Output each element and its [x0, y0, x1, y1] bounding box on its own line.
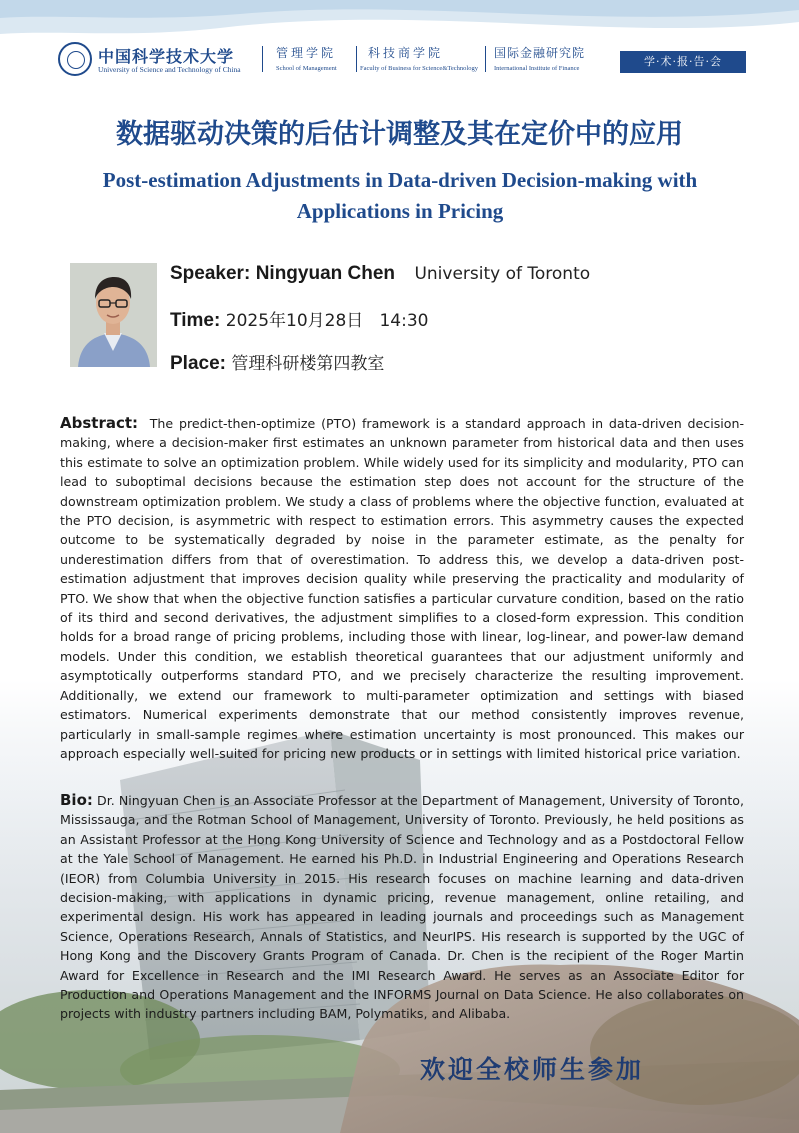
- speaker-name: Ningyuan Chen: [255, 263, 396, 284]
- divider: [262, 46, 263, 72]
- university-seal-icon: [58, 42, 92, 76]
- title-en: Post-estimation Adjustments in Data-driven Decision-making with Applications in Pricing: [102, 168, 698, 223]
- bio-text: Dr. Ningyuan Chen is an Associate Professor at the Department of Management, University of Toronto, Mississauga, and the Rotman School of Management, University of Toronto. Previously, he held positions as an Assistant Professor at the Hong Kong University of Science and Technology and as a Postdoctoral Fellow at the Yale School of Management. He earned his Ph.D. in Industrial Engineering and Operations Research (IEOR) from Columbia University in 2015. His research focuses on machine learning and data-driven decision-making, with applications in dynamic pricing, revenue management, online retailing, and experimental design. His work has appeared in leading journals and proceedings such as Management Science, Operations Research, Annals of Statistics, and NeurIPS. His research is supported by the UGC of Hong Kong and the Discovery Grants Program of Canada. Dr. Chen is the recipient of the Roger Martin Award for Excellence in Research and the IMI Research Award. He serves as an Associate Editor for Production and Operations Management and the INFORMS Journal on Data Science. He also collaborates on projects with industry partners including BAM, Polymatiks, and Alibaba.: [60, 793, 744, 1022]
- bio-label: Bio:: [60, 791, 93, 809]
- place-line: [170, 349, 384, 375]
- speaker-line: [170, 263, 590, 285]
- header: [58, 42, 748, 78]
- title-cn: 数据驱动决策的后估计调整及其在定价中的应用: [116, 119, 683, 150]
- abstract-label: Abstract:: [60, 414, 139, 432]
- university-name-en: University of Science and Technology of China: [98, 65, 241, 74]
- time-line: [170, 306, 428, 332]
- school-business: 科技商学院 Faculty of Business for Science&Technology: [360, 46, 478, 72]
- university-name-cn: 中国科学技术大学: [98, 47, 235, 66]
- divider: [356, 46, 357, 72]
- place-value: 管理科研楼第四教室: [231, 354, 385, 374]
- speaker-portrait-icon: [70, 263, 157, 367]
- speaker-affiliation: University of Toronto: [414, 264, 591, 284]
- abstract: [60, 414, 744, 763]
- speaker-label: Speaker:: [170, 263, 251, 284]
- school-finance: 国际金融研究院 International Institute of Finance: [494, 46, 586, 72]
- time-label: Time:: [170, 310, 221, 331]
- abstract-text: The predict-then-optimize (PTO) framework is a standard approach in data-driven decision-making, where a decision-maker first estimates an unknown parameter from historical data and then uses this estimate to solve an optimization problem. While widely used for its simplicity and modularity, PTO can lead to suboptimal decisions because the estimation step does not account for the structure of the downstream optimization problem. We study a class of problems where the objective function, evaluated at the PTO decision, is asymmetric with respect to estimation errors. This asymmetry causes the expected outcome to be systematically degraded by noise in the parameter estimate, as the penalty for underestimation differs from that of overestimation. To address this, we develop a data-driven post-estimation adjustment that improves decision quality while preserving the practicality and modularity of PTO. We show that when the objective function satisfies a particular curvature condition, based on the ratio of its third and second derivatives, the adjustment simplifies to a closed-form expression. This condition holds for a broad range of pricing problems, including those with linear, log-linear, and power-law demand models. Under this condition, we establish theoretical guarantees that our adjustment uniformly and asymptotically outperforms standard PTO, and we precisely characterize the resulting improvement. Additionally, we extend our framework to multi-parameter optimization and settings with biased estimators. Numerical experiments demonstrate that our method consistently improves revenue, particularly in small-sample regimes where estimation uncertainty is most pronounced. This makes our approach especially well-suited for pricing new products or in settings with limited historical price variation.: [60, 416, 744, 761]
- divider: [485, 46, 486, 72]
- time-value: 2025年10月28日 14:30: [225, 311, 429, 331]
- bio: [60, 791, 744, 1024]
- speaker-photo: [70, 263, 157, 367]
- seminar-badge: 学·术·报·告·会: [620, 51, 746, 73]
- place-label: Place:: [170, 353, 226, 374]
- school-management: 管理学院 School of Management: [276, 46, 337, 72]
- welcome-text: 欢迎全校师生参加: [420, 1055, 645, 1084]
